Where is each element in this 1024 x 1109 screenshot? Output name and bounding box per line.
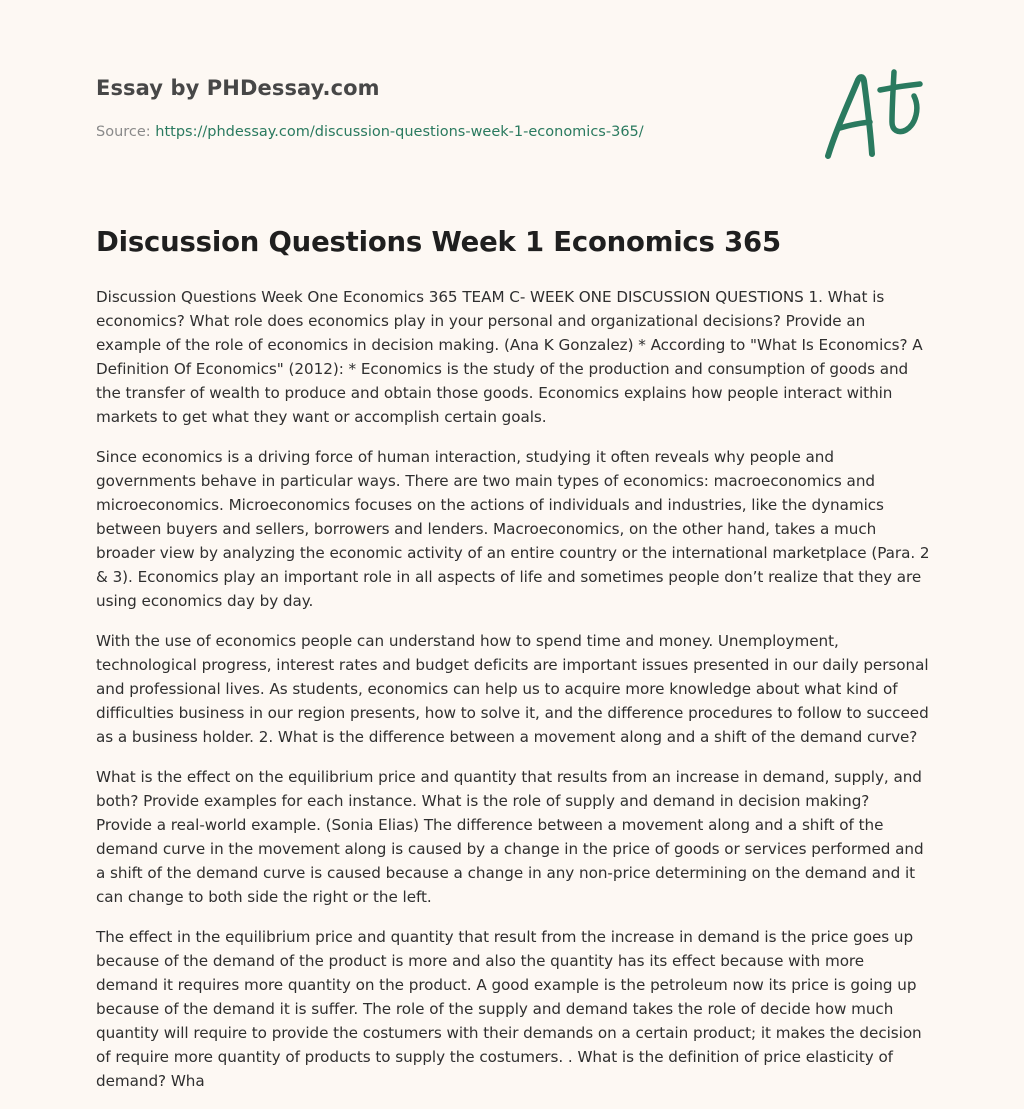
site-brand: Essay by PHDessay.com [96, 76, 380, 100]
source-label: Source: [96, 124, 156, 140]
essay-paragraph: With the use of economics people can understand how to spend time and money. Unemployment, technological progress, interest rates and budget deficits are important issues presented in our daily personal and professional lives. As students, economics can help us to acquire more knowledge about what kind of difficulties business in our region presents, how to solve it, and the difference procedures to follow to succeed as a business holder. 2. What is the difference between a movement along and a shift of the demand curve? [96, 632, 929, 746]
a-plus-logo-icon [822, 68, 926, 164]
source-line [96, 124, 644, 140]
essay-title: Discussion Questions Week 1 Economics 365 [96, 226, 781, 258]
essay-header [96, 76, 928, 176]
essay-paragraph: The effect in the equilibrium price and quantity that result from the increase in demand is the price goes up because of the demand of the product is more and also the quantity has its effect because with more demand it requires more quantity on the product. A good example is the petroleum now its price is going up because of the demand it is suffer. The role of the supply and demand takes the role of decide how much quantity will require to provide the costumers with their demands on a certain product; it makes the decision of require more quantity of products to supply the costumers. . What is the definition of price elasticity of demand? Wha [96, 928, 922, 1090]
source-link[interactable]: https://phdessay.com/discussion-questions-week-1-economics-365/ [155, 124, 644, 140]
essay-body [96, 285, 930, 1109]
essay-paragraph: Since economics is a driving force of human interaction, studying it often reveals why people and governments behave in particular ways. There are two main types of economics: macroeconomics and microeconomics. Microeconomics focuses on the actions of individuals and industries, like the dynamics between buyers and sellers, borrowers and lenders. Macroeconomics, on the other hand, takes a much broader view by analyzing the economic activity of an entire country or the international marketplace (Para. 2 & 3). Economics play an important role in all aspects of life and sometimes people don’t realize that they are using economics day by day. [96, 448, 930, 610]
essay-paragraph: What is the effect on the equilibrium price and quantity that results from an increase in demand, supply, and both? Provide examples for each instance. What is the role of supply and demand in decision making? Provide a real-world example. (Sonia Elias) The difference between a movement along and a shift of the demand curve in the movement along is caused by a change in the price of goods or services performed and a shift of the demand curve is caused because a change in any non-price determining on the demand and it can change to both side the right or the left. [96, 768, 924, 906]
essay-paragraph: Discussion Questions Week One Economics 365 TEAM C- WEEK ONE DISCUSSION QUESTIONS 1. What is economics? What role does economics play in your personal and organizational decisions? Provide an example of the role of economics in decision making. (Ana K Gonzalez) * According to "What Is Economics? A Definition Of Economics" (2012): * Economics is the study of the production and consumption of goods and the transfer of wealth to produce and obtain those goods. Economics explains how people interact within markets to get what they want or accomplish certain goals. [96, 288, 923, 426]
